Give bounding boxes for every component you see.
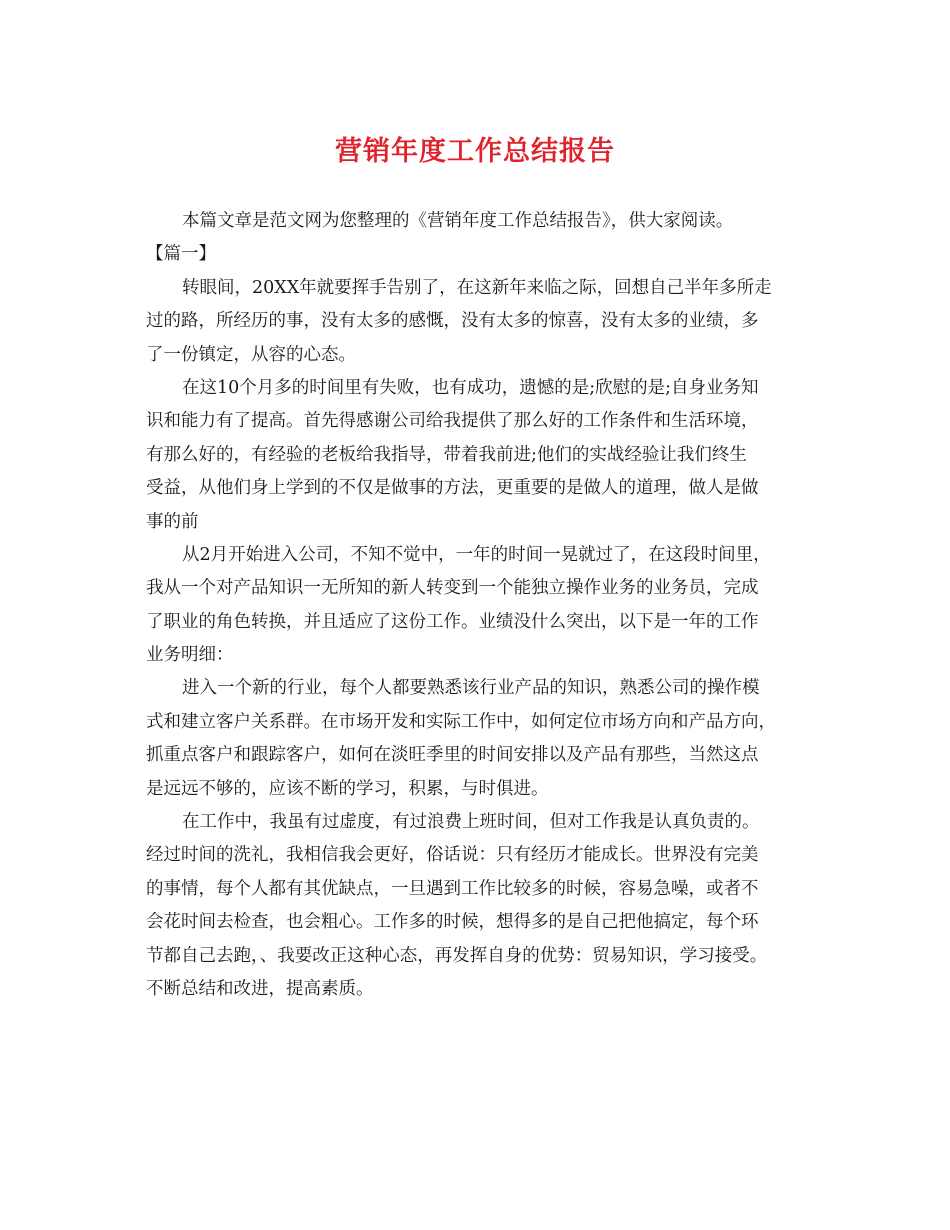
body-line: 过的路，所经历的事，没有太多的感慨，没有太多的惊喜，没有太多的业绩，多 (146, 311, 759, 332)
section-heading: 【篇一】 (146, 244, 216, 265)
body-line: 了一份镇定，从容的心态。 (146, 344, 356, 365)
document-body (146, 205, 811, 1006)
body-line: 了职业的角色转换，并且适应了这份工作。业绩没什么突出，以下是一年的工作 (146, 611, 759, 632)
body-line: 我从一个对产品知识一无所知的新人转变到一个能独立操作业务的业务员，完成 (146, 578, 759, 599)
body-line: 转眼间，20XX年就要挥手告别了，在这新年来临之际，回想自己半年多所走 (182, 277, 772, 298)
body-line: 是远远不够的，应该不断的学习，积累，与时俱进。 (146, 778, 549, 799)
body-line: 节都自己去跑，、我要改正这种心态，再发挥自身的优势：贸易知识，学习接受。 (146, 945, 768, 966)
body-line: 进入一个新的行业，每个人都要熟悉该行业产品的知识，熟悉公司的操作模 (182, 678, 760, 699)
body-line: 识和能力有了提高。首先得感谢公司给我提供了那么好的工作条件和生活环境， (146, 411, 759, 432)
body-line: 的事情，每个人都有其优缺点，一旦遇到工作比较多的时候，容易急噪，或者不 (146, 878, 759, 899)
body-line: 有那么好的，有经验的老板给我指导，带着我前进;他们的实战经验让我们终生 (146, 444, 747, 465)
body-line: 在这10个月多的时间里有失败，也有成功，遗憾的是;欣慰的是;自身业务知 (182, 377, 759, 398)
body-line: 从2月开始进入公司，不知不觉中，一年的时间一晃就过了，在这段时间里， (182, 544, 771, 565)
body-line: 抓重点客户和跟踪客户，如何在淡旺季里的时间安排以及产品有那些，当然这点 (146, 745, 759, 766)
body-line: 事的前 (146, 511, 199, 532)
body-line: 本篇文章是范文网为您整理的《营销年度工作总结报告》，供大家阅读。 (182, 211, 734, 231)
body-line: 在工作中，我虽有过虚度，有过浪费上班时间，但对工作我是认真负责的。 (182, 812, 760, 833)
document-title: 营销年度工作总结报告 (335, 136, 615, 167)
body-line: 业务明细： (146, 645, 234, 666)
body-line: 式和建立客户关系群。在市场开发和实际工作中，如何定位市场方向和产品方向， (146, 711, 776, 732)
body-line: 经过时间的洗礼，我相信我会更好，俗话说：只有经历才能成长。世界没有完美 (146, 845, 759, 866)
body-line: 不断总结和改进，提高素质。 (146, 978, 374, 999)
body-line: 会花时间去检查，也会粗心。工作多的时候，想得多的是自己把他搞定，每个环 (146, 912, 759, 933)
body-line: 受益，从他们身上学到的不仅是做事的方法，更重要的是做人的道理，做人是做 (146, 478, 759, 499)
